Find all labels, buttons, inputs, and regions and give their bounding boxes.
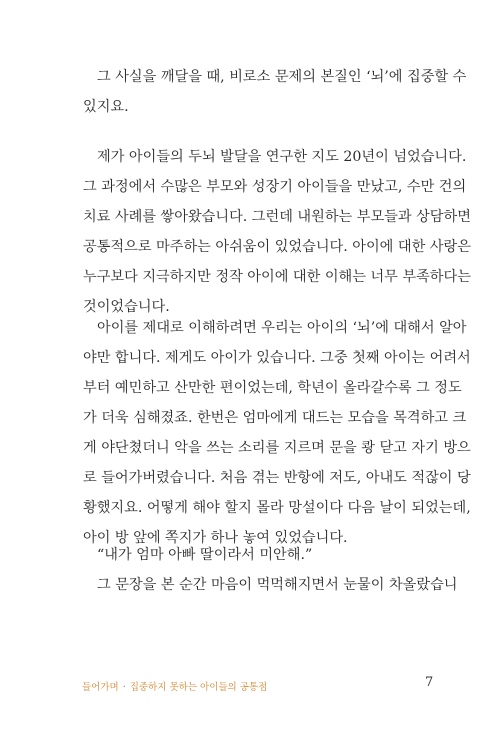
text-line: 가 더욱 심해졌죠. 한번은 엄마에게 대드는 모습을 목격하고 크	[83, 410, 467, 426]
text-line: 야만 합니다. 제게도 아이가 있습니다. 그중 첫째 아이는 어려서	[83, 350, 471, 366]
text-line: 것이었습니다.	[83, 299, 170, 315]
text-line: 제가 아이들의 두뇌 발달을 연구한 지도 20년이 넘었습니다.	[97, 149, 467, 165]
page-number: 7	[425, 675, 434, 690]
text-line: 아이 방 앞에 쪽지가 하나 놓여 있었습니다.	[83, 530, 348, 546]
text-line: 게 야단쳤더니 악을 쓰는 소리를 지르며 문을 쾅 닫고 자기 방으	[83, 440, 471, 456]
text-line: 그 사실을 깨달을 때, 비로소 문제의 본질인 ‘뇌’에 집중할 수	[97, 69, 467, 85]
text-line: 그 과정에서 수많은 부모와 성장기 아이들을 만났고, 수만 건의	[83, 179, 467, 195]
text-line: 부터 예민하고 산만한 편이었는데, 학년이 올라갈수록 그 정도	[83, 380, 462, 396]
paragraph-2	[83, 147, 471, 317]
text-line: 로 들어가버렸습니다. 처음 겪는 반항에 저도, 아내도 적잖이 당	[83, 470, 471, 486]
paragraph-3	[83, 318, 471, 548]
text-line: 치료 사례를 쌓아왔습니다. 그런데 내원하는 부모들과 상담하면	[83, 209, 471, 225]
text-line: 공통적으로 마주하는 아쉬움이 있었습니다. 아이에 대한 사랑은	[83, 239, 471, 255]
text-line: 그 문장을 본 순간 마음이 먹먹해지면서 눈물이 차올랐습니	[97, 577, 458, 593]
paragraph-5	[83, 575, 458, 595]
text-line: 누구보다 지극하지만 정작 아이에 대한 이해는 너무 부족하다는	[83, 269, 471, 285]
text-line: 아이를 제대로 이해하려면 우리는 아이의 ‘뇌’에 대해서 알아	[97, 320, 467, 336]
running-footer	[82, 679, 267, 693]
footer-section: 들어가며	[82, 682, 119, 693]
footer-chapter: 집중하지 못하는 아이들의 공통점	[129, 682, 268, 693]
paragraph-1	[83, 67, 467, 117]
text-line: 황했지요. 어떻게 해야 할지 몰라 망설이다 다음 날이 되었는데,	[83, 500, 471, 516]
quote-line: “내가 엄마 아빠 딸이라서 미안해.”	[97, 547, 313, 563]
text-line: 있지요.	[83, 99, 129, 115]
footer-separator: ·	[122, 682, 126, 693]
paragraph-4	[83, 545, 427, 565]
